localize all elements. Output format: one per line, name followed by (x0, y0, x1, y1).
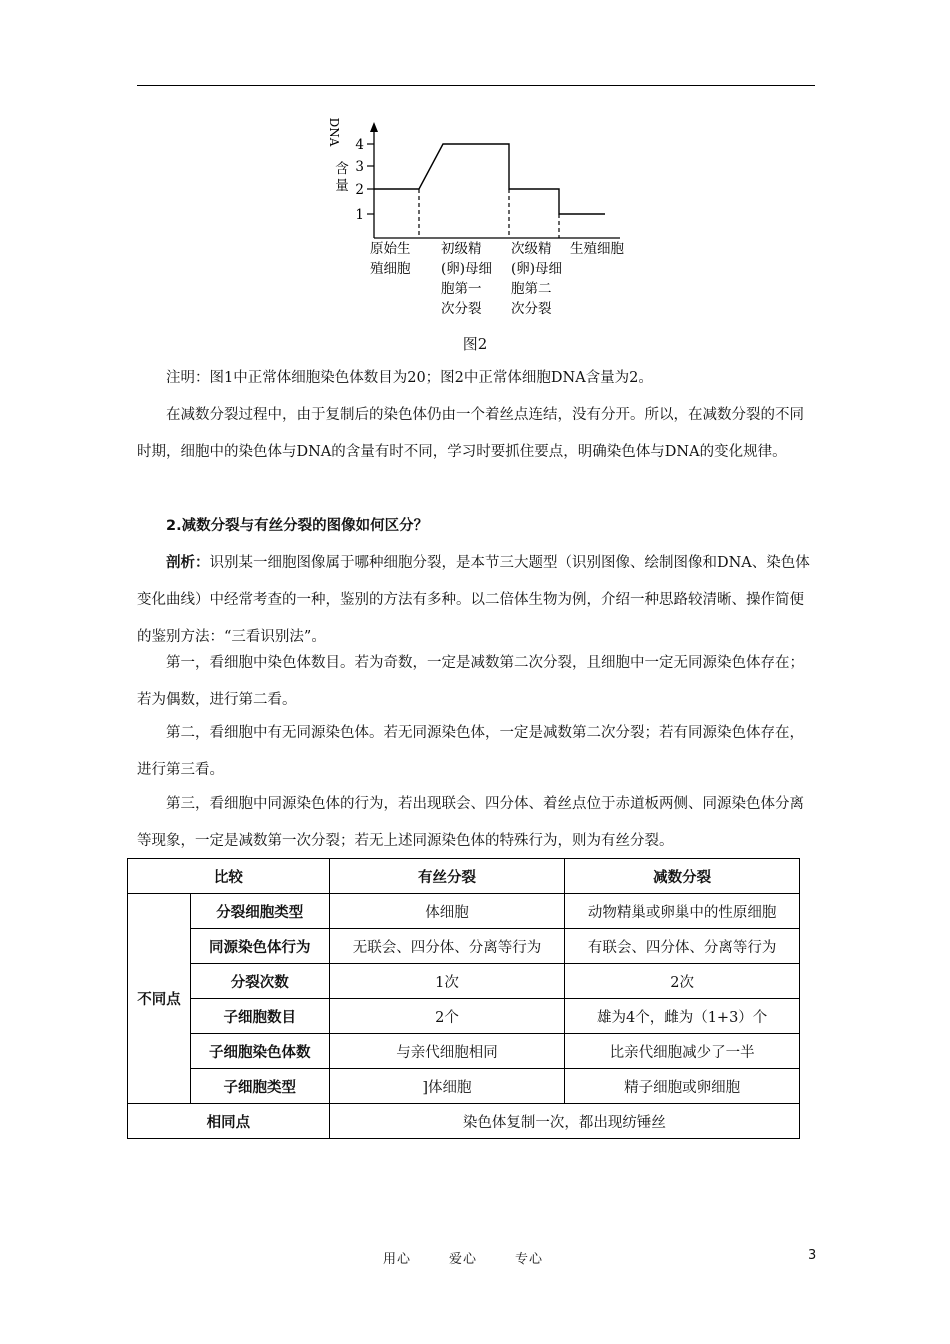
y-tick-label: 3 (355, 159, 364, 175)
footer-slogan (383, 1248, 581, 1267)
stage-label-line: 殖细胞 (370, 261, 411, 277)
table-row (128, 1069, 800, 1104)
stage-label-line: (卵)母细 (511, 261, 563, 277)
stage-label-line: 原始生 (370, 241, 411, 257)
y-tick-label: 2 (355, 182, 364, 198)
page-number: 3 (808, 1248, 817, 1263)
table-row (128, 1034, 800, 1069)
y-axis-label-part: 量 (335, 178, 349, 194)
stage-label-line: 次分裂 (441, 301, 482, 317)
stage-label-line: 生殖细胞 (570, 241, 624, 257)
footer-word: 专心 (515, 1252, 544, 1267)
analysis-label: 剖析： (166, 555, 210, 571)
stage-dividers (419, 189, 559, 238)
step-three: 第三，看细胞中同源染色体的行为，若出现联会、四分体、着丝点位于赤道板两侧、同源染色体分离等现象，一定是减数第一次分裂；若无上述同源染色体的特殊行为，则为有丝分裂。 (137, 796, 804, 849)
stage-label-line: 胞第二 (511, 281, 552, 297)
table-row (128, 894, 800, 929)
note-text: 注明：图1中正常体细胞染色体数目为20；图2中正常体细胞DNA含量为2。 (166, 370, 653, 386)
diff-label: 不同点 (128, 894, 191, 1104)
table-row-same (128, 1104, 800, 1139)
header-meiosis: 减数分裂 (565, 859, 800, 894)
stage-label-line: 胞第一 (441, 281, 482, 297)
meiosis-cell: 动物精巢或卵巢中的性原细胞 (565, 894, 800, 929)
mitosis-cell: 无联会、四分体、分离等行为 (329, 929, 565, 964)
meiosis-cell: 2次 (565, 964, 800, 999)
y-axis-ticks (355, 137, 374, 223)
header-rule (137, 85, 815, 86)
y-axis-label-part: 含 (335, 161, 349, 177)
header-mitosis: 有丝分裂 (329, 859, 565, 894)
meiosis-cell: 比亲代细胞减少了一半 (565, 1034, 800, 1069)
table-header-row (128, 859, 800, 894)
mitosis-cell: 2个 (329, 999, 565, 1034)
comparison-table (127, 858, 800, 1139)
stage-labels (370, 240, 624, 317)
meiosis-cell: 雄为4个，雌为（1+3）个 (565, 999, 800, 1034)
same-label: 相同点 (128, 1104, 330, 1139)
footer-word: 用心 (383, 1252, 412, 1267)
table-row (128, 929, 800, 964)
meiosis-cell: 有联会、四分体、分离等行为 (565, 929, 800, 964)
row-label: 子细胞类型 (190, 1069, 329, 1104)
mitosis-cell: ]体细胞 (329, 1069, 565, 1104)
y-tick-label: 4 (355, 137, 364, 153)
same-value: 染色体复制一次，都出现纺锤丝 (329, 1104, 799, 1139)
footer-word: 爱心 (449, 1252, 478, 1267)
row-label: 同源染色体行为 (190, 929, 329, 964)
stage-label-line: 次级精 (511, 241, 552, 257)
figure-caption: 图2 (462, 335, 488, 353)
stage-label-line: 次分裂 (511, 301, 552, 317)
step-one: 第一，看细胞中染色体数目。若为奇数，一定是减数第二次分裂，且细胞中一定无同源染色体存在；若为偶数，进行第二看。 (137, 655, 804, 708)
row-label: 子细胞染色体数 (190, 1034, 329, 1069)
row-label: 子细胞数目 (190, 999, 329, 1034)
y-axis-label-part: DNA (327, 117, 341, 147)
table-row (128, 999, 800, 1034)
y-tick-label: 1 (355, 207, 364, 223)
header-compare: 比较 (128, 859, 330, 894)
mitosis-cell: 体细胞 (329, 894, 565, 929)
stage-label-line: (卵)母细 (441, 261, 493, 277)
analysis-paragraph (137, 545, 815, 656)
analysis-text: 识别某一细胞图像属于哪种细胞分裂，是本节三大题型（识别图像、绘制图像和DNA、染色体变化曲线）中经常考查的一种，鉴别的方法有多种。以二倍体生物为例，介绍一种思路较清晰、操作简便的鉴别方法：“三看识别法”。 (137, 555, 810, 645)
mitosis-cell: 1次 (329, 964, 565, 999)
y-axis-arrow (370, 122, 378, 132)
stage-label-line: 初级精 (441, 241, 482, 257)
meiosis-cell: 精子细胞或卵细胞 (565, 1069, 800, 1104)
row-label: 分裂细胞类型 (190, 894, 329, 929)
table-row (128, 964, 800, 999)
mitosis-cell: 与亲代细胞相同 (329, 1034, 565, 1069)
dna-content-chart (327, 117, 650, 320)
dna-curve (374, 144, 605, 214)
step-two: 第二，看细胞中有无同源染色体。若无同源染色体，一定是减数第二次分裂；若有同源染色体存在，进行第三看。 (137, 725, 804, 778)
row-label: 分裂次数 (190, 964, 329, 999)
paragraph-meiosis: 在减数分裂过程中，由于复制后的染色体仍由一个着丝点连结，没有分开。所以，在减数分裂的不同时期，细胞中的染色体与DNA的含量有时不同，学习时要抓住要点，明确染色体与DNA的变化规律。 (137, 407, 804, 460)
y-axis-label (327, 118, 349, 194)
section-heading: 2.减数分裂与有丝分裂的图像如何区分？ (166, 518, 429, 534)
